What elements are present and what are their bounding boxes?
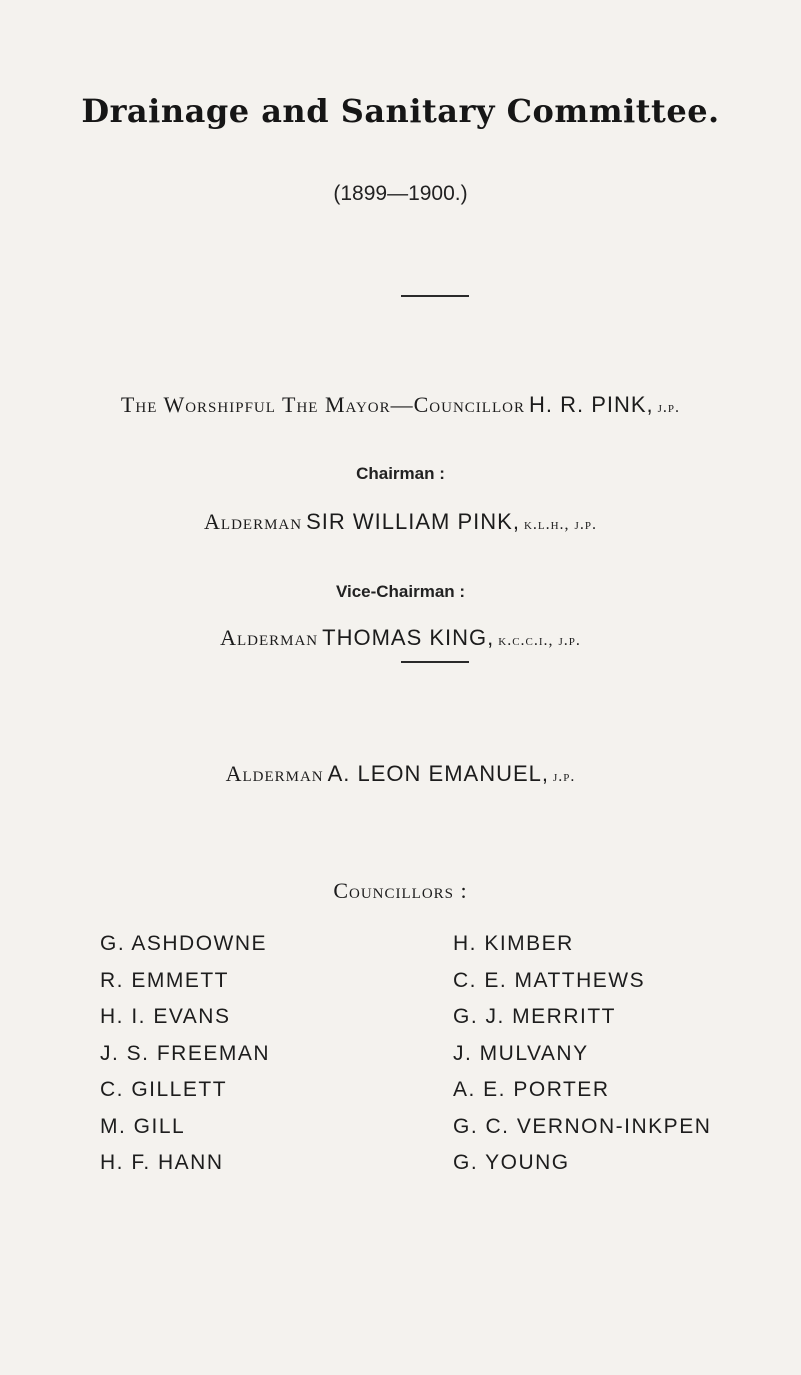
councillors-label <box>0 878 801 904</box>
councillor-name: H. KIMBER <box>453 932 574 955</box>
councillor-name: J. S. FREEMAN <box>100 1041 271 1065</box>
councillor-name: G. ASHDOWNE <box>100 932 268 955</box>
alderman-honours: j.p. <box>553 768 576 785</box>
mayor-prefix: The Worshipful The Mayor—Councillor <box>120 392 525 417</box>
councillor-name: H. I. EVANS <box>100 1005 231 1028</box>
councillor-name: C. E. MATTHEWS <box>453 968 646 992</box>
councillor-name: M. GILL <box>100 1114 186 1138</box>
term-years: (1899—1900.) <box>333 182 468 205</box>
councillor-name: C. GILLETT <box>100 1078 228 1101</box>
councillor-name: G. C. VERNON-INKPEN <box>453 1114 712 1138</box>
vice-chairman-name: THOMAS KING, <box>322 625 495 650</box>
alderman-prefix: Alderman <box>225 761 324 786</box>
councillor-name: H. F. HANN <box>100 1151 224 1174</box>
chairman-name: SIR WILLIAM PINK, <box>306 509 520 534</box>
chairman-honours: k.l.h., j.p. <box>523 516 597 533</box>
councillors-left-column <box>100 926 270 1182</box>
councillor-name: A. E. PORTER <box>453 1078 610 1101</box>
chairman-prefix: Alderman <box>204 509 303 534</box>
chairman-line <box>0 509 801 535</box>
vice-chairman-line <box>0 625 801 651</box>
mayor-name: H. R. PINK, <box>528 392 654 417</box>
mayor-line <box>0 392 801 418</box>
mayor-honours: j.p. <box>657 399 681 416</box>
vice-chairman-label: Vice-Chairman : <box>335 582 466 601</box>
alderman-line <box>0 761 801 787</box>
chairman-label: Chairman : <box>356 464 445 483</box>
divider-rule-middle <box>401 661 469 663</box>
divider-rule-top <box>401 295 469 297</box>
vice-chairman-prefix: Alderman <box>220 625 319 650</box>
councillor-name: R. EMMETT <box>100 968 229 992</box>
councillors-heading: Councillors : <box>333 878 468 903</box>
alderman-name: A. LEON EMANUEL, <box>327 761 550 786</box>
councillor-name: G. YOUNG <box>453 1151 570 1174</box>
councillors-right-column <box>453 926 711 1182</box>
vice-chairman-honours: k.c.c.i., j.p. <box>498 632 581 649</box>
committee-title: Drainage and Sanitary Committee. <box>81 92 720 130</box>
councillor-name: G. J. MERRITT <box>453 1005 616 1028</box>
councillor-name: J. MULVANY <box>453 1041 589 1065</box>
